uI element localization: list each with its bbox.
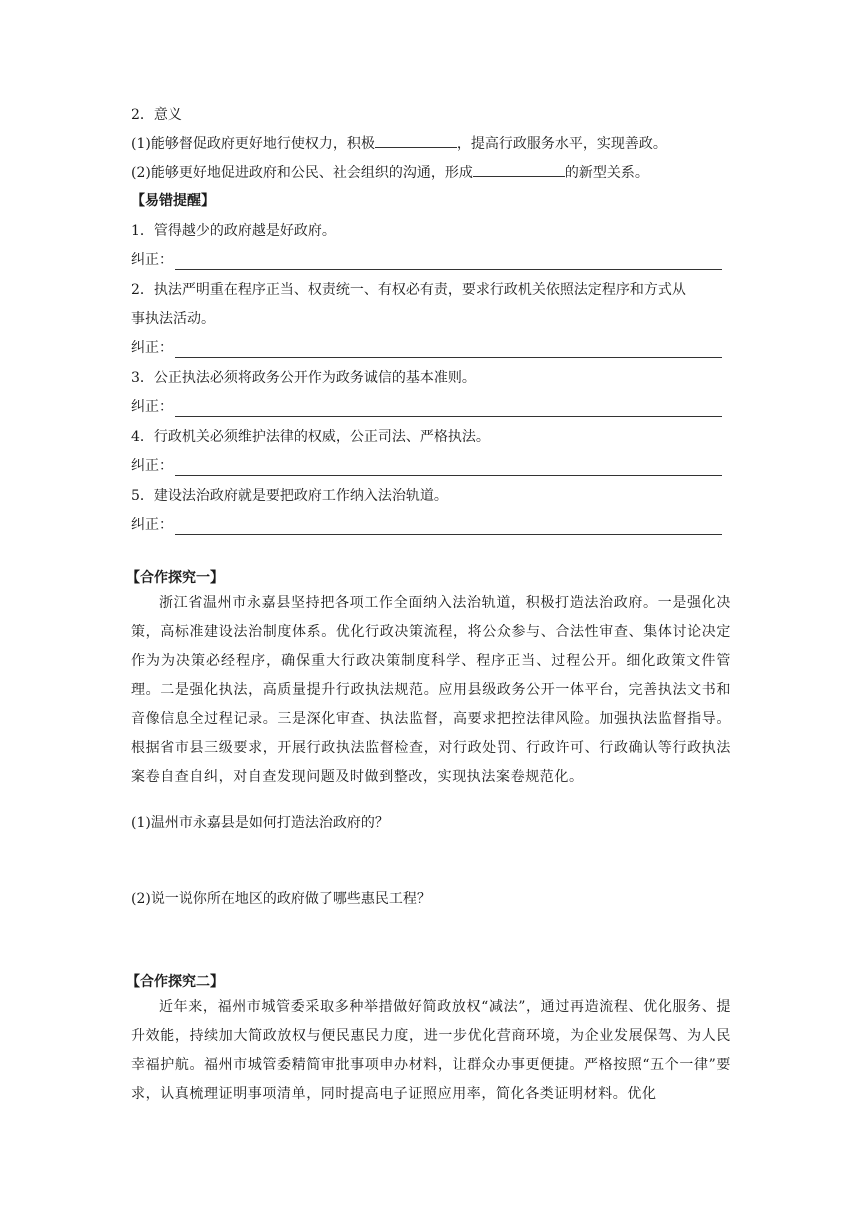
correction-label: 纠正： [131, 458, 173, 474]
correction-line[interactable] [175, 519, 722, 535]
correction-row-1 [131, 250, 722, 270]
reminder-item-2: 2．执法严明重在程序正当、权责统一、有权必有责，要求行政机关依照法定程序和方式从 [131, 282, 686, 298]
reminder-item-4: 4．行政机关必须维护法律的权威，公正司法、严格执法。 [131, 429, 490, 445]
correction-label: 纠正： [131, 252, 173, 268]
correction-label: 纠正： [131, 399, 173, 415]
explore-2-heading: 【合作探究二】 [126, 974, 224, 990]
correction-row-4 [131, 456, 722, 476]
correction-line[interactable] [175, 342, 722, 358]
significance-item-2 [131, 162, 649, 183]
explore-1-paragraph: 浙江省温州市永嘉县坚持把各项工作全面纳入法治轨道，积极打造法治政府。一是强化决策，高标准建设法治制度体系。优化行政决策流程，将公众参与、合法性审查、集体讨论决定作为为决策必经程序，确保重大行政决策制度科学、程序正当、过程公开。细化政策文件管理。二是强化执法，高质量提升行政执法规范。应用县级政务公开一体平台，完善执法文书和音像信息全过程记录。三是深化审查、执法监督，高要求把控法律风险。加强执法监督指导。根据省市县三级要求，开展行政执法监督检查，对行政处罚、行政许可、行政确认等行政执法案卷自查自纠，对自查发现问题及时做到整改，实现执法案卷规范化。 [131, 595, 731, 785]
item-2-text-before: (2)能够更好地促进政府和公民、社会组织的沟通，形成 [131, 165, 473, 181]
reminder-item-2-cont: 事执法活动。 [131, 311, 215, 327]
item-2-text-after: 的新型关系。 [564, 165, 649, 181]
reminder-item-3: 3．公正执法必须将政务公开作为政务诚信的基本准则。 [131, 370, 476, 386]
correction-row-2 [131, 338, 722, 358]
explore-2-paragraph: 近年来，福州市城管委采取多种举措做好简政放权“减法”，通过再造流程、优化服务、提升效能，持续加大简政放权与便民惠民力度，进一步优化营商环境，为企业发展保驾、为人民幸福护航。福州市城管委精简审批事项申办材料，让群众办事更便捷。严格按照“五个一律”要求，认真梳理证明事项清单，同时提高电子证照应用率，简化各类证明材料。优化 [131, 999, 731, 1102]
explore-1-question-1: (1)温州市永嘉县是如何打造法治政府的？ [131, 815, 389, 831]
item-2-blank[interactable] [473, 162, 565, 177]
correction-line[interactable] [175, 460, 722, 476]
significance-title: 2．意义 [131, 107, 182, 123]
correction-row-3 [131, 397, 722, 417]
correction-line[interactable] [175, 401, 722, 417]
reminder-item-5: 5．建设法治政府就是要把政府工作纳入法治轨道。 [131, 488, 448, 504]
significance-item-1 [131, 133, 667, 154]
correction-row-5 [131, 515, 722, 535]
correction-line[interactable] [175, 254, 722, 270]
item-1-text-before: (1)能够督促政府更好地行使权力，积极 [131, 136, 375, 152]
explore-1-heading: 【合作探究一】 [126, 570, 224, 586]
correction-label: 纠正： [131, 340, 173, 356]
reminder-item-1: 1．管得越少的政府越是好政府。 [131, 223, 336, 239]
explore-1-question-2: (2)说一说你所在地区的政府做了哪些惠民工程？ [131, 891, 431, 907]
reminder-heading: 【易错提醒】 [131, 193, 215, 209]
correction-label: 纠正： [131, 517, 173, 533]
item-1-text-after: ，提高行政服务水平，实现善政。 [456, 136, 667, 152]
item-1-blank[interactable] [375, 133, 457, 148]
